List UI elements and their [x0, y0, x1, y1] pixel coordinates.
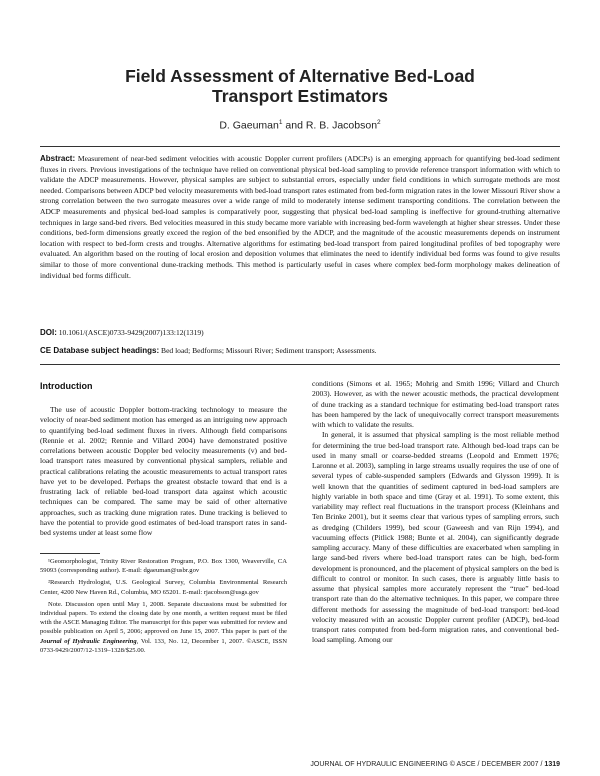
ce-label: CE Database subject headings: [40, 346, 160, 355]
top-rule [40, 146, 560, 147]
author-2: and R. B. Jacobson [282, 119, 378, 132]
section-heading: Introduction [40, 381, 93, 391]
doi-value: 10.1061/(ASCE)0733-9429(2007)133:12(1319) [58, 328, 204, 337]
page-footer [310, 761, 560, 768]
section-rule [40, 364, 560, 365]
author-1-sup: 1 [278, 119, 283, 126]
journal-name: Journal of Hydraulic Engineering [40, 637, 137, 645]
abstract-text: Measurement of near-bed sediment velocities with acoustic Doppler current profilers (ADCPs) is an emerging approach for quantifying bed-load sediment fluxes in rivers. Previous investigations of the technique have relied on conventional physical bed-load sampling to provide reference transport information with which to validate the ADCP measurements. However, physical samples are subject to substantial errors, especially under field conditions in which surrogate methods are most needed. Comparisons between ADCP bed velocity measurements with bed-load transport rates estimated from bed-form migration rates in the lower Missouri River show a strong correlation between the two surrogate measures over a wide range of mild to moderately intense sediment transporting conditions. The correlation between the ADCP measurements and physical bed-load samples is comparatively poor, suggesting that physical bed-load sampling is ineffective for ground-truthing alternative techniques in large sand-bed rivers. Bed velocities measured in this study became more variable with increasing bed-form wavelength at higher shear stresses. Under these conditions, bed-form dimensions greatly exceed the region of the bed ensonified by the ADCP, and the magnitude of the acoustic measurements depends on instrument location with respect to bed-form crests and troughs. Alternative algorithms for estimating bed-load transport from paired longitudinal profiles of bed topography were evaluated. An algorithm based on the routing of local erosion and deposition volumes that eliminates the need to identify individual bed forms was found to give results similar to those of more conventional dune-tracking methods. This method is particularly useful in cases where complex bed-form morphology makes delineation of individual bed forms difficult. [40, 154, 560, 280]
doi-label: DOI: [40, 328, 57, 337]
authors [0, 119, 600, 132]
page-number: 1319 [544, 761, 560, 768]
footnote-rule [40, 553, 100, 554]
footnotes [40, 557, 287, 658]
left-column [40, 405, 287, 538]
right-paragraph-1: conditions (Simons et al. 1965; Mohrig and Smith 1996; Villard and Church 2003). However, as with the newer acoustic methods, the practical development of dune tracking as a standard technique for estimating bed-load transport rates has been hampered by the lack of unequivocally correct transport measurements with which to validate the results. [312, 379, 559, 429]
left-paragraph: The use of acoustic Doppler bottom-tracking technology to measure the velocity of near-bed sediment motion has emerged as an intriguing new approach to quantifying bed-load sediment fluxes in rivers. Although field comparisons (Rennie et al. 2002; Rennie and Villard 2004) have demonstrated positive correlations between acoustic Doppler bed velocity measurements (v) and bed-load transport rates measured by conventional physical samplers, reliable and practical calibrations relating the acoustic measurements to actual transport rates have yet to be developed. Perhaps the greatest obstacle toward that end is a frustrating lack of reliable bed-load transport data against which acoustic techniques can be compared. The same may be said of other alternative approaches, such as tracking dune migration rates. Dune tracking is believed to have the potential to provide good estimates of bed-load transport rates in sand-bed systems under at least some flow [40, 405, 287, 537]
footnote-1: ¹Geomorphologist, Trinity River Restoration Program, P.O. Box 1300, Weaverville, CA 59093 (corresponding author). E-mail: dgaeuman@usbr.gov [40, 558, 287, 575]
ce-headings [40, 346, 560, 355]
footnote-2: ²Research Hydrologist, U.S. Geological Survey, Columbia Environmental Research Center, 4200 New Haven Rd., Columbia, MO 65201. E-mail: rjacobson@usgs.gov [40, 579, 287, 596]
title-line-2: Transport Estimators [211, 86, 389, 106]
author-2-sup: 2 [377, 119, 381, 126]
paper-title [0, 66, 600, 106]
doi [40, 328, 560, 337]
title-line-1: Field Assessment of Alternative Bed-Load [125, 66, 475, 86]
right-column [312, 379, 559, 646]
abstract [40, 154, 560, 281]
ce-value: Bed load; Bedforms; Missouri River; Sediment transport; Assessments. [161, 346, 377, 355]
abstract-label: Abstract: [40, 154, 76, 163]
footer-text: JOURNAL OF HYDRAULIC ENGINEERING © ASCE / DECEMBER 2007 / [310, 761, 545, 768]
footnote-3: Note. Discussion open until May 1, 2008. Separate discussions must be submitted for individual papers. To extend the closing date by one month, a written request must be filed with the ASCE Managing Editor. The manuscript for this paper was submitted for review and possible publication on April 5, 2006; approved on June 15, 2007. This paper is part of the Journal of Hydraulic Engineering, Vol. 133, No. 12, December 1, 2007. ©ASCE, ISSN 0733-9429/2007/12-1319–1328/$25.00. [40, 600, 287, 654]
author-1: D. Gaeuman [219, 119, 279, 132]
right-paragraph-2: In general, it is assumed that physical sampling is the most reliable method for determining the true bed-load transport rate. Although bed-load traps can be used in many small or coarse-bedded streams (Leopold and Emmett 1976; Laronne et al. 2003), sampling in large streams usually requires the use of one of several types of cable-suspended samplers (Edwards and Glysson 1999). It is well known that the quantities of sediment captured in bed-load samplers are highly variable in both space and time (Gray et al. 1991). To some extent, this variability may reflect real fluctuations in the transport process (Kleinhans and Ten Brinke 2001), but it seems clear that various types of sampling errors, such as dredging (Childers 1999), bed scour (Gaweesh and van Rijn 1994), and vacuuming effects (Pitlick 1988; Bunte et al. 2004), can significantly degrade sampling accuracy. Many of these difficulties are exacerbated when sampling in large sand-bed rivers where bed-load transport rates can be high, bed-form development is pronounced, and the placement of physical samplers on the bed is difficult to control or monitor. In such cases, there is arguably little basis to assume that physical samples more accurately represent the “true” bed-load transport rate than do the alternative techniques. In this paper, we compare three different methods for assessing the magnitude of bed-load transport: bed-load velocity measured with an acoustic Doppler current profiler (ADCP), bed-load transport rates computed from bed-form migration rates, and conventional bed-load sampling. Among our [312, 430, 559, 645]
